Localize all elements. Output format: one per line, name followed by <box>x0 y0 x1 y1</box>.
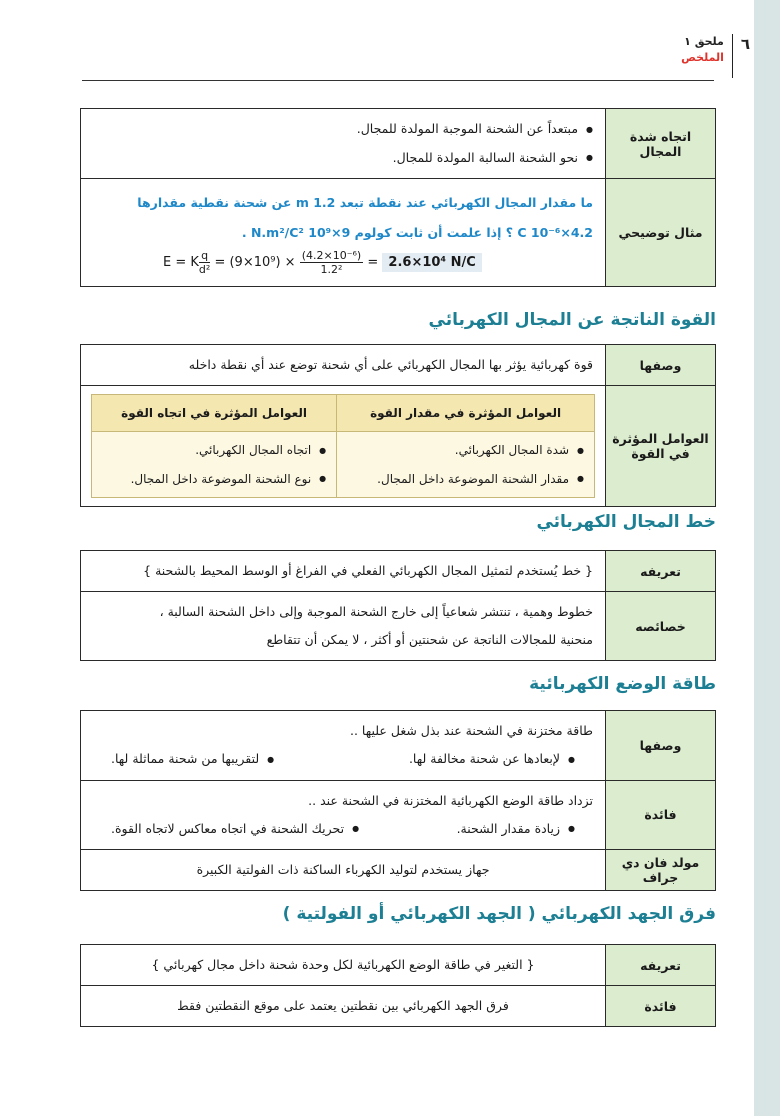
magnitude-header: العوامل المؤثرة في مقدار القوة <box>337 395 595 432</box>
pe-note-item: ● زيادة مقدار الشحنة. <box>457 815 575 844</box>
direction-items <box>92 432 337 498</box>
field-line-table <box>80 550 716 661</box>
field-line-title: خط المجال الكهربائي <box>536 512 716 532</box>
formula-result: 2.6×10⁴ N/C <box>382 253 481 272</box>
field-line-props-label: خصائصه <box>606 592 716 661</box>
factors-inner-table <box>91 394 595 498</box>
pe-note-text: تزداد طاقة الوضع الكهربائية المختزنة في الشحنة عند .. <box>308 792 593 808</box>
field-line-props-line1: خطوط وهمية ، تنتشر شعاعياً إلى خارج الشحنة الموجبة وإلى داخل الشحنة السالبة ، <box>159 604 593 619</box>
magnitude-items <box>337 432 595 498</box>
potential-diff-title: فرق الجهد الكهربائي ( الجهد الكهربائي أو الفولتية ) <box>282 904 716 924</box>
potential-energy-title: طاقة الوضع الكهربائية <box>529 674 716 694</box>
formula-lhs: E = K <box>163 254 199 270</box>
example-label: مثال توضيحي <box>606 179 716 287</box>
field-direction-content <box>81 109 606 179</box>
force-section-title: القوة الناتجة عن المجال الكهربائي <box>428 310 716 330</box>
chapter-subtitle: الملخص <box>681 51 724 64</box>
field-line-props <box>81 592 606 661</box>
field-table <box>80 108 716 287</box>
direction-header: العوامل المؤثرة في اتجاه القوة <box>92 395 337 432</box>
pe-note-label: فائدة <box>606 780 716 850</box>
page-number: ٦ <box>732 34 750 78</box>
pe-note-item: ● تحريك الشحنة في اتجاه معاكس لاتجاه القوة. <box>111 815 359 844</box>
header-divider <box>82 80 714 81</box>
field-line-def-label: تعريفه <box>606 551 716 592</box>
magnitude-item: ● مقدار الشحنة الموضوعة داخل المجال. <box>347 465 584 494</box>
side-strip <box>754 0 780 1116</box>
direction-item: ● نوع الشحنة الموضوعة داخل المجال. <box>102 465 326 494</box>
pe-desc-item: ● لتقريبها من شحنة مماثلة لها. <box>111 745 274 774</box>
pe-desc-content <box>81 711 606 781</box>
field-direction-label: اتجاه شدة المجال <box>606 109 716 179</box>
potential-energy-table <box>80 710 716 891</box>
force-factors-content <box>81 386 606 507</box>
direction-item: ● اتجاه المجال الكهربائي. <box>102 436 326 465</box>
magnitude-item: ● شدة المجال الكهربائي. <box>347 436 584 465</box>
formula-fraction: $\frac{\text{(4.2×10⁻⁶)}}{\text{1.2²}}$ <box>301 248 362 276</box>
page-header <box>681 34 750 78</box>
field-line-props-line2: منحنية للمجالات الناتجة عن شحنتين أو أكثر ، لا يمكن أن تتقاطع <box>266 632 593 647</box>
pd-def-text: { التغير في طاقة الوضع الكهربائية لكل وحدة شحنة داخل مجال كهربائي } <box>81 945 606 986</box>
formula-eq: = <box>367 254 379 270</box>
formula-q-over-d: $\frac{q}{\text{d²}}$ <box>198 248 211 276</box>
field-direction-item: ● نحو الشحنة السالبة المولدة للمجال. <box>93 144 593 173</box>
pd-note-text: فرق الجهد الكهربائي بين نقطتين يعتمد على موقع النقطتين فقط <box>81 986 606 1027</box>
force-factors-label: العوامل المؤثرة في القوة <box>606 386 716 507</box>
example-question-line2: 4.2×10⁻⁶ C ؟ إذا علمت أن ثابت كولوم 9×10⁹ N.m²/C² . <box>241 224 593 240</box>
force-desc-text: قوة كهربائية يؤثر بها المجال الكهربائي على أي شحنة توضع عند أي نقطة داخله <box>81 345 606 386</box>
pe-desc-item: ● لإبعادها عن شحنة مخالفة لها. <box>409 745 575 774</box>
field-line-def-text: { خط يُستخدم لتمثيل المجال الكهربائي الفعلي في الفراغ أو الوسط المحيط بالشحنة } <box>81 551 606 592</box>
example-content <box>81 179 606 287</box>
example-formula <box>93 248 593 278</box>
pe-desc-label: وصفها <box>606 711 716 781</box>
example-question-line1: ما مقدار المجال الكهربائي عند نقطة تبعد 1.2 m عن شحنة نقطية مقدارها <box>137 194 593 210</box>
chapter-label: ملحق ١ <box>684 35 724 48</box>
vdg-label: مولد فان دي جراف <box>606 850 716 891</box>
pd-def-label: تعريفه <box>606 945 716 986</box>
vdg-text: جهاز يستخدم لتوليد الكهرباء الساكنة ذات الفولتية الكبيرة <box>81 850 606 891</box>
force-desc-label: وصفها <box>606 345 716 386</box>
formula-mid: = (9×10⁹) × <box>214 254 296 270</box>
pd-note-label: فائدة <box>606 986 716 1027</box>
pe-note-content <box>81 780 606 850</box>
force-table <box>80 344 716 507</box>
field-direction-item: ● مبتعداً عن الشحنة الموجبة المولدة للمجال. <box>93 115 593 144</box>
potential-diff-table <box>80 944 716 1027</box>
pe-desc-text: طاقة مختزنة في الشحنة عند بذل شغل عليها .. <box>350 723 593 738</box>
